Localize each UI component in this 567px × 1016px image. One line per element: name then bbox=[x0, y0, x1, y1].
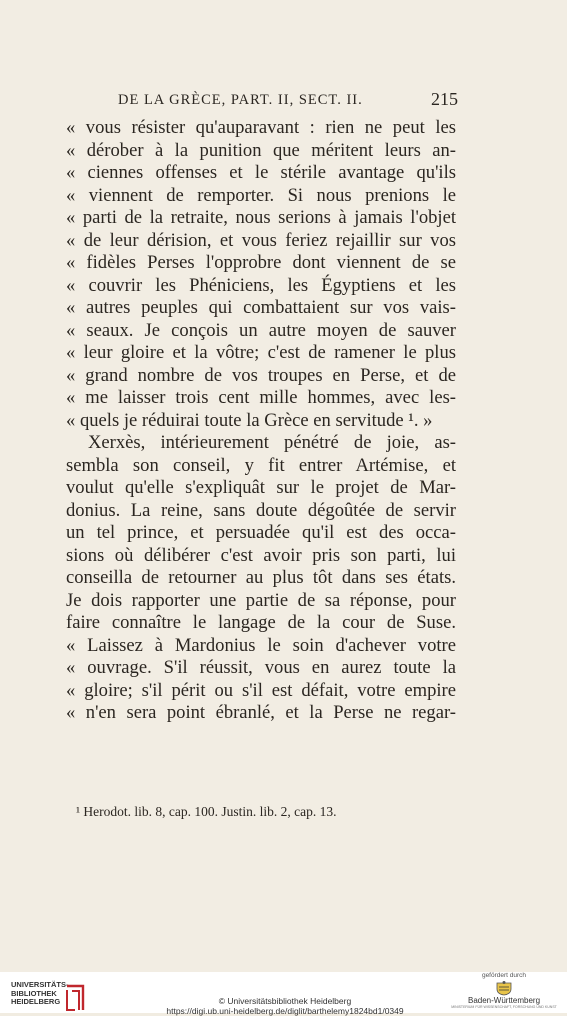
permalink[interactable]: https://digi.ub.uni-heidelberg.de/diglit/barthelemy1824bd1/0349 bbox=[150, 1007, 420, 1016]
text-line: « grand nombre de vos troupes en Perse, et de bbox=[66, 365, 456, 388]
text-line: donius. La reine, sans doute dégoûtée de servir bbox=[66, 500, 456, 523]
text-line: un tel prince, et persuadée qu'il est des occa- bbox=[66, 522, 456, 545]
text-line: « ciennes offenses et le stérile avantage qu'ils bbox=[66, 162, 456, 185]
body-text bbox=[66, 117, 456, 725]
text-line: Xerxès, intérieurement pénétré de joie, as- bbox=[66, 432, 456, 455]
running-head bbox=[118, 92, 458, 114]
text-line: « fidèles Perses l'opprobre dont viennent de se bbox=[66, 252, 456, 275]
text-line: « gloire; s'il périt ou s'il est défait, votre empire bbox=[66, 680, 456, 703]
copyright-notice: © Universitätsbibliothek Heidelberg bbox=[150, 997, 420, 1007]
library-emblem-icon bbox=[64, 984, 86, 1012]
footnote: ¹ Herodot. lib. 8, cap. 100. Justin. lib. 2, cap. 13. bbox=[76, 804, 337, 820]
text-line: voulut qu'elle s'expliquât sur le projet de Mar- bbox=[66, 477, 456, 500]
text-line: sembla son conseil, y fit entrer Artémise, et bbox=[66, 455, 456, 478]
funding-label: gefördert durch bbox=[449, 972, 559, 979]
text-line: « viennent de remporter. Si nous prenions le bbox=[66, 185, 456, 208]
text-line: Je dois rapporter une partie de sa réponse, pour bbox=[66, 590, 456, 613]
text-line: « autres peuples qui combattaient sur vos vais- bbox=[66, 297, 456, 320]
text-line: « parti de la retraite, nous serions à jamais l'objet bbox=[66, 207, 456, 230]
text-line: « vous résister qu'auparavant : rien ne peut les bbox=[66, 117, 456, 140]
text-line: « ouvrage. S'il réussit, vous en aurez toute la bbox=[66, 657, 456, 680]
funder-logo[interactable] bbox=[449, 972, 559, 1009]
text-line: « n'en sera point ébranlé, et la Perse ne regar- bbox=[66, 702, 456, 725]
text-line: « de leur dérision, et vous feriez rejaillir sur vos bbox=[66, 230, 456, 253]
text-line: « quels je réduirai toute la Grèce en servitude ¹. » bbox=[66, 410, 456, 433]
text-line: « me laisser trois cent mille hommes, avec les- bbox=[66, 387, 456, 410]
text-line: « seaux. Je conçois un autre moyen de sauver bbox=[66, 320, 456, 343]
library-name: UNIVERSITÄTS- BIBLIOTHEK HEIDELBERG bbox=[11, 981, 69, 1007]
page-number: 215 bbox=[431, 89, 458, 110]
text-line: « leur gloire et la vôtre; c'est de ramener le plus bbox=[66, 342, 456, 365]
viewer-footer bbox=[0, 972, 567, 1013]
text-line: « Laissez à Mardonius le soin d'achever votre bbox=[66, 635, 456, 658]
funder-subtitle: MINISTERIUM FÜR WISSENSCHAFT, FORSCHUNG UND KUNST bbox=[449, 1005, 559, 1009]
text-line: « dérober à la punition que méritent leurs an- bbox=[66, 140, 456, 163]
funder-name: Baden-Württemberg bbox=[449, 996, 559, 1005]
university-library-logo[interactable] bbox=[6, 978, 94, 1010]
text-line: « couvrir les Phéniciens, les Égyptiens et les bbox=[66, 275, 456, 298]
text-line: faire connaître le langage de la cour de Suse. bbox=[66, 612, 456, 635]
text-line: conseilla de retourner au plus tôt dans ses états. bbox=[66, 567, 456, 590]
footer-info bbox=[150, 997, 420, 1016]
coat-of-arms-icon bbox=[493, 980, 515, 996]
text-line: sions où délibérer c'est avoir pris son parti, lui bbox=[66, 545, 456, 568]
running-head-title: DE LA GRÈCE, PART. II, SECT. II. bbox=[118, 92, 363, 109]
